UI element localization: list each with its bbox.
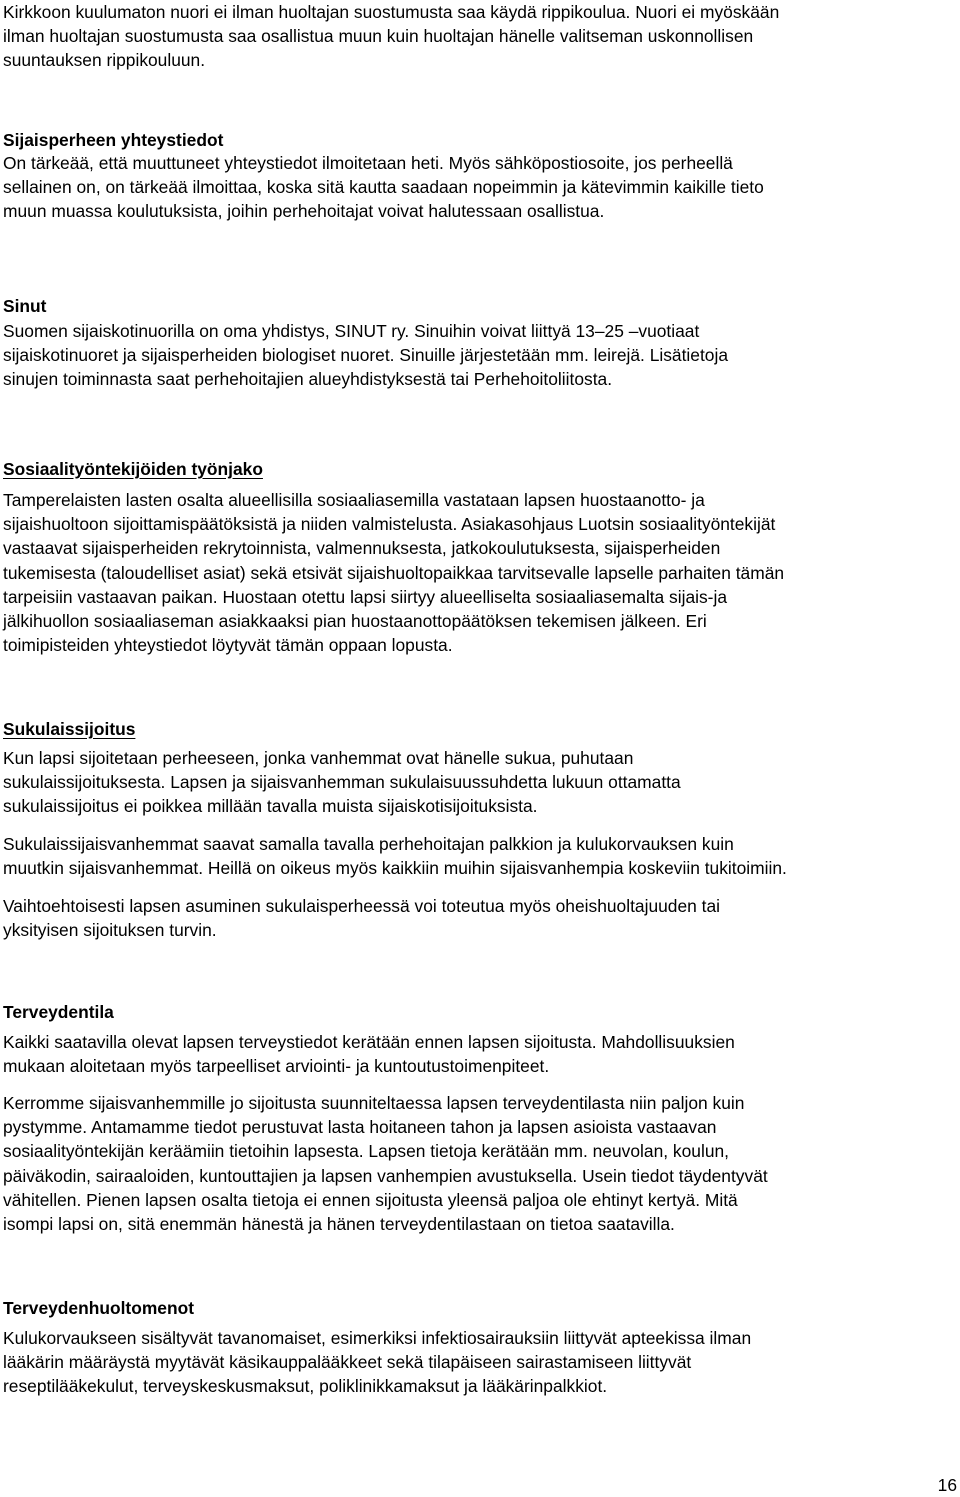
section-paragraph [3,488,784,657]
section-paragraph [3,1326,751,1399]
text-line: On tärkeää, että muuttuneet yhteystiedot ilmoitetaan heti. Myös sähköpostiosoite, jos perheellä [3,153,733,173]
section-heading-health-status: Terveydentila [3,1002,114,1022]
section-paragraph [3,1030,735,1078]
text-line: toimipisteiden yhteystiedot löytyvät tämän oppaan lopusta. [3,635,453,656]
section-heading-social-workers: Sosiaalityöntekijöiden työnjako [3,459,263,479]
text-line: vastaavat sijaisperheiden rekrytoinnista, valmennuksesta, jatkokoulutuksesta, sijaisperheiden [3,538,721,559]
section-paragraph [3,894,720,942]
text-line: sijaiskotinuoret ja sijaisperheiden biologiset nuoret. Sinuille järjestetään mm. leirejä. Lisätietoja [3,345,728,366]
text-line: sukulaissijoituksesta. Lapsen ja sijaisvanhemman sukulaisuussuhdetta lukuun ottamatta [3,772,681,793]
text-line: Vaihtoehtoisesti lapsen asuminen sukulaisperheessä voi toteutua myös oheishuoltajuuden tai [3,896,721,916]
intro-paragraph [3,0,779,73]
text-line: Sukulaissijaisvanhemmat saavat samalla tavalla perhehoitajan palkkion ja kulukorvauksen kuin [3,834,734,854]
section-heading-contact-info: Sijaisperheen yhteystiedot [3,130,224,150]
text-line: Kulukorvaukseen sisältyvät tavanomaiset, esimerkiksi infektiosairauksiin liittyvät apteekissa ilman [3,1328,752,1348]
section-paragraph [3,151,764,224]
text-line: mukaan aloitetaan myös tarpeelliset arviointi- ja kuntoutustoimenpiteet. [3,1056,550,1077]
text-line: Suomen sijaiskotinuorilla on oma yhdistys, SINUT ry. Sinuihin voivat liittyä 13–25 –vuotiaat [3,321,700,341]
section-paragraph [3,832,787,880]
text-line: tukemisesta (taloudelliset asiat) sekä etsivät sijaishuoltopaikkaa tarvitsevalle lapselle parhaiten tämän [3,562,785,583]
text-line: muun muassa koulutuksista, joihin perhehoitajat voivat halutessaan osallistua. [3,201,605,222]
section-heading-kinship-placement: Sukulaissijoitus [3,719,136,739]
text-line: sukulaissijoitus ei poikkea millään tavalla muista sijaiskotisijoituksista. [3,796,538,817]
section-paragraph [3,1091,768,1236]
text-line: sosiaalityöntekijän keräämiin tietoihin lapsesta. Lapsen tietoja kerätään mm. neuvolan, koulun, [3,1141,729,1162]
text-line: yksityisen sijoituksen turvin. [3,920,217,941]
text-line: Kirkkoon kuulumaton nuori ei ilman huoltajan suostumusta saa käydä rippikoulua. Nuori ei myöskään [3,2,780,22]
text-line: Kun lapsi sijoitetaan perheeseen, jonka vanhemmat ovat hänelle sukua, puhutaan [3,748,634,768]
section-heading-sinut: Sinut [3,296,47,316]
text-line: sinujen toiminnasta saat perhehoitajien alueyhdistyksestä tai Perhehoitoliitosta. [3,369,613,390]
section-paragraph [3,319,728,392]
text-line: Kerromme sijaisvanhemmille jo sijoitusta suunniteltaessa lapsen terveydentilasta niin paljon kuin [3,1093,745,1113]
text-line: reseptilääkekulut, terveyskeskusmaksut, poliklinikkamaksut ja lääkärinpalkkiot. [3,1376,608,1397]
text-line: lääkärin määräystä myytävät käsikauppalääkkeet sekä tilapäiseen sairastamiseen liittyvät [3,1352,692,1373]
text-line: päiväkodin, sairaaloiden, kuntouttajien ja lapsen vanhempien avustuksella. Usein tiedot täydentyvät [3,1165,768,1186]
text-line: suuntauksen rippikouluun. [3,50,206,71]
text-line: muutkin sijaisvanhemmat. Heillä on oikeus myös kaikkiin muihin sijaisvanhempia koskeviin tukitoimiin. [3,858,787,879]
text-line: sellainen on, on tärkeää ilmoittaa, koska sitä kautta saadaan nopeimmin ja kätevimmin kaikille tieto [3,177,764,198]
text-line: pystymme. Antamamme tiedot perustuvat lasta hoitaneen tahon ja lapsen asioista vastaavan [3,1117,717,1138]
section-paragraph [3,746,681,819]
text-line: tarpeisiin vastaavan paikan. Huostaan otettu lapsi siirtyy alueelliselta sosiaaliasemalta sijais-ja [3,586,728,607]
text-line: Tamperelaisten lasten osalta alueellisilla sosiaaliasemilla vastataan lapsen huostaanotto- ja [3,490,705,510]
text-line: ilman huoltajan suostumusta saa osallistua muun kuin huoltajan hänelle valitseman uskonnollisen [3,26,754,47]
text-line: Kaikki saatavilla olevat lapsen terveystiedot kerätään ennen lapsen sijoitusta. Mahdollisuuksien [3,1032,735,1052]
text-line: vähitellen. Pienen lapsen osalta tietoja ei ennen sijoitusta yleensä paljoa ole ehtinyt kertyä. Mitä [3,1189,738,1210]
section-heading-healthcare-costs: Terveydenhuoltomenot [3,1298,194,1318]
page-number: 16 [937,1475,957,1495]
text-line: isompi lapsi on, sitä enemmän hänestä ja hänen terveydentilastaan on tietoa saatavilla. [3,1214,675,1235]
text-line: jälkihuollon sosiaaliaseman asiakkaaksi pian huostaanottopäätöksen tekemisen jälkeen. Eri [3,611,707,632]
text-line: sijaishuoltoon sijoittamispäätöksistä ja niiden valmistelusta. Asiakasohjaus Luotsin sosiaalityöntekijät [3,514,776,535]
